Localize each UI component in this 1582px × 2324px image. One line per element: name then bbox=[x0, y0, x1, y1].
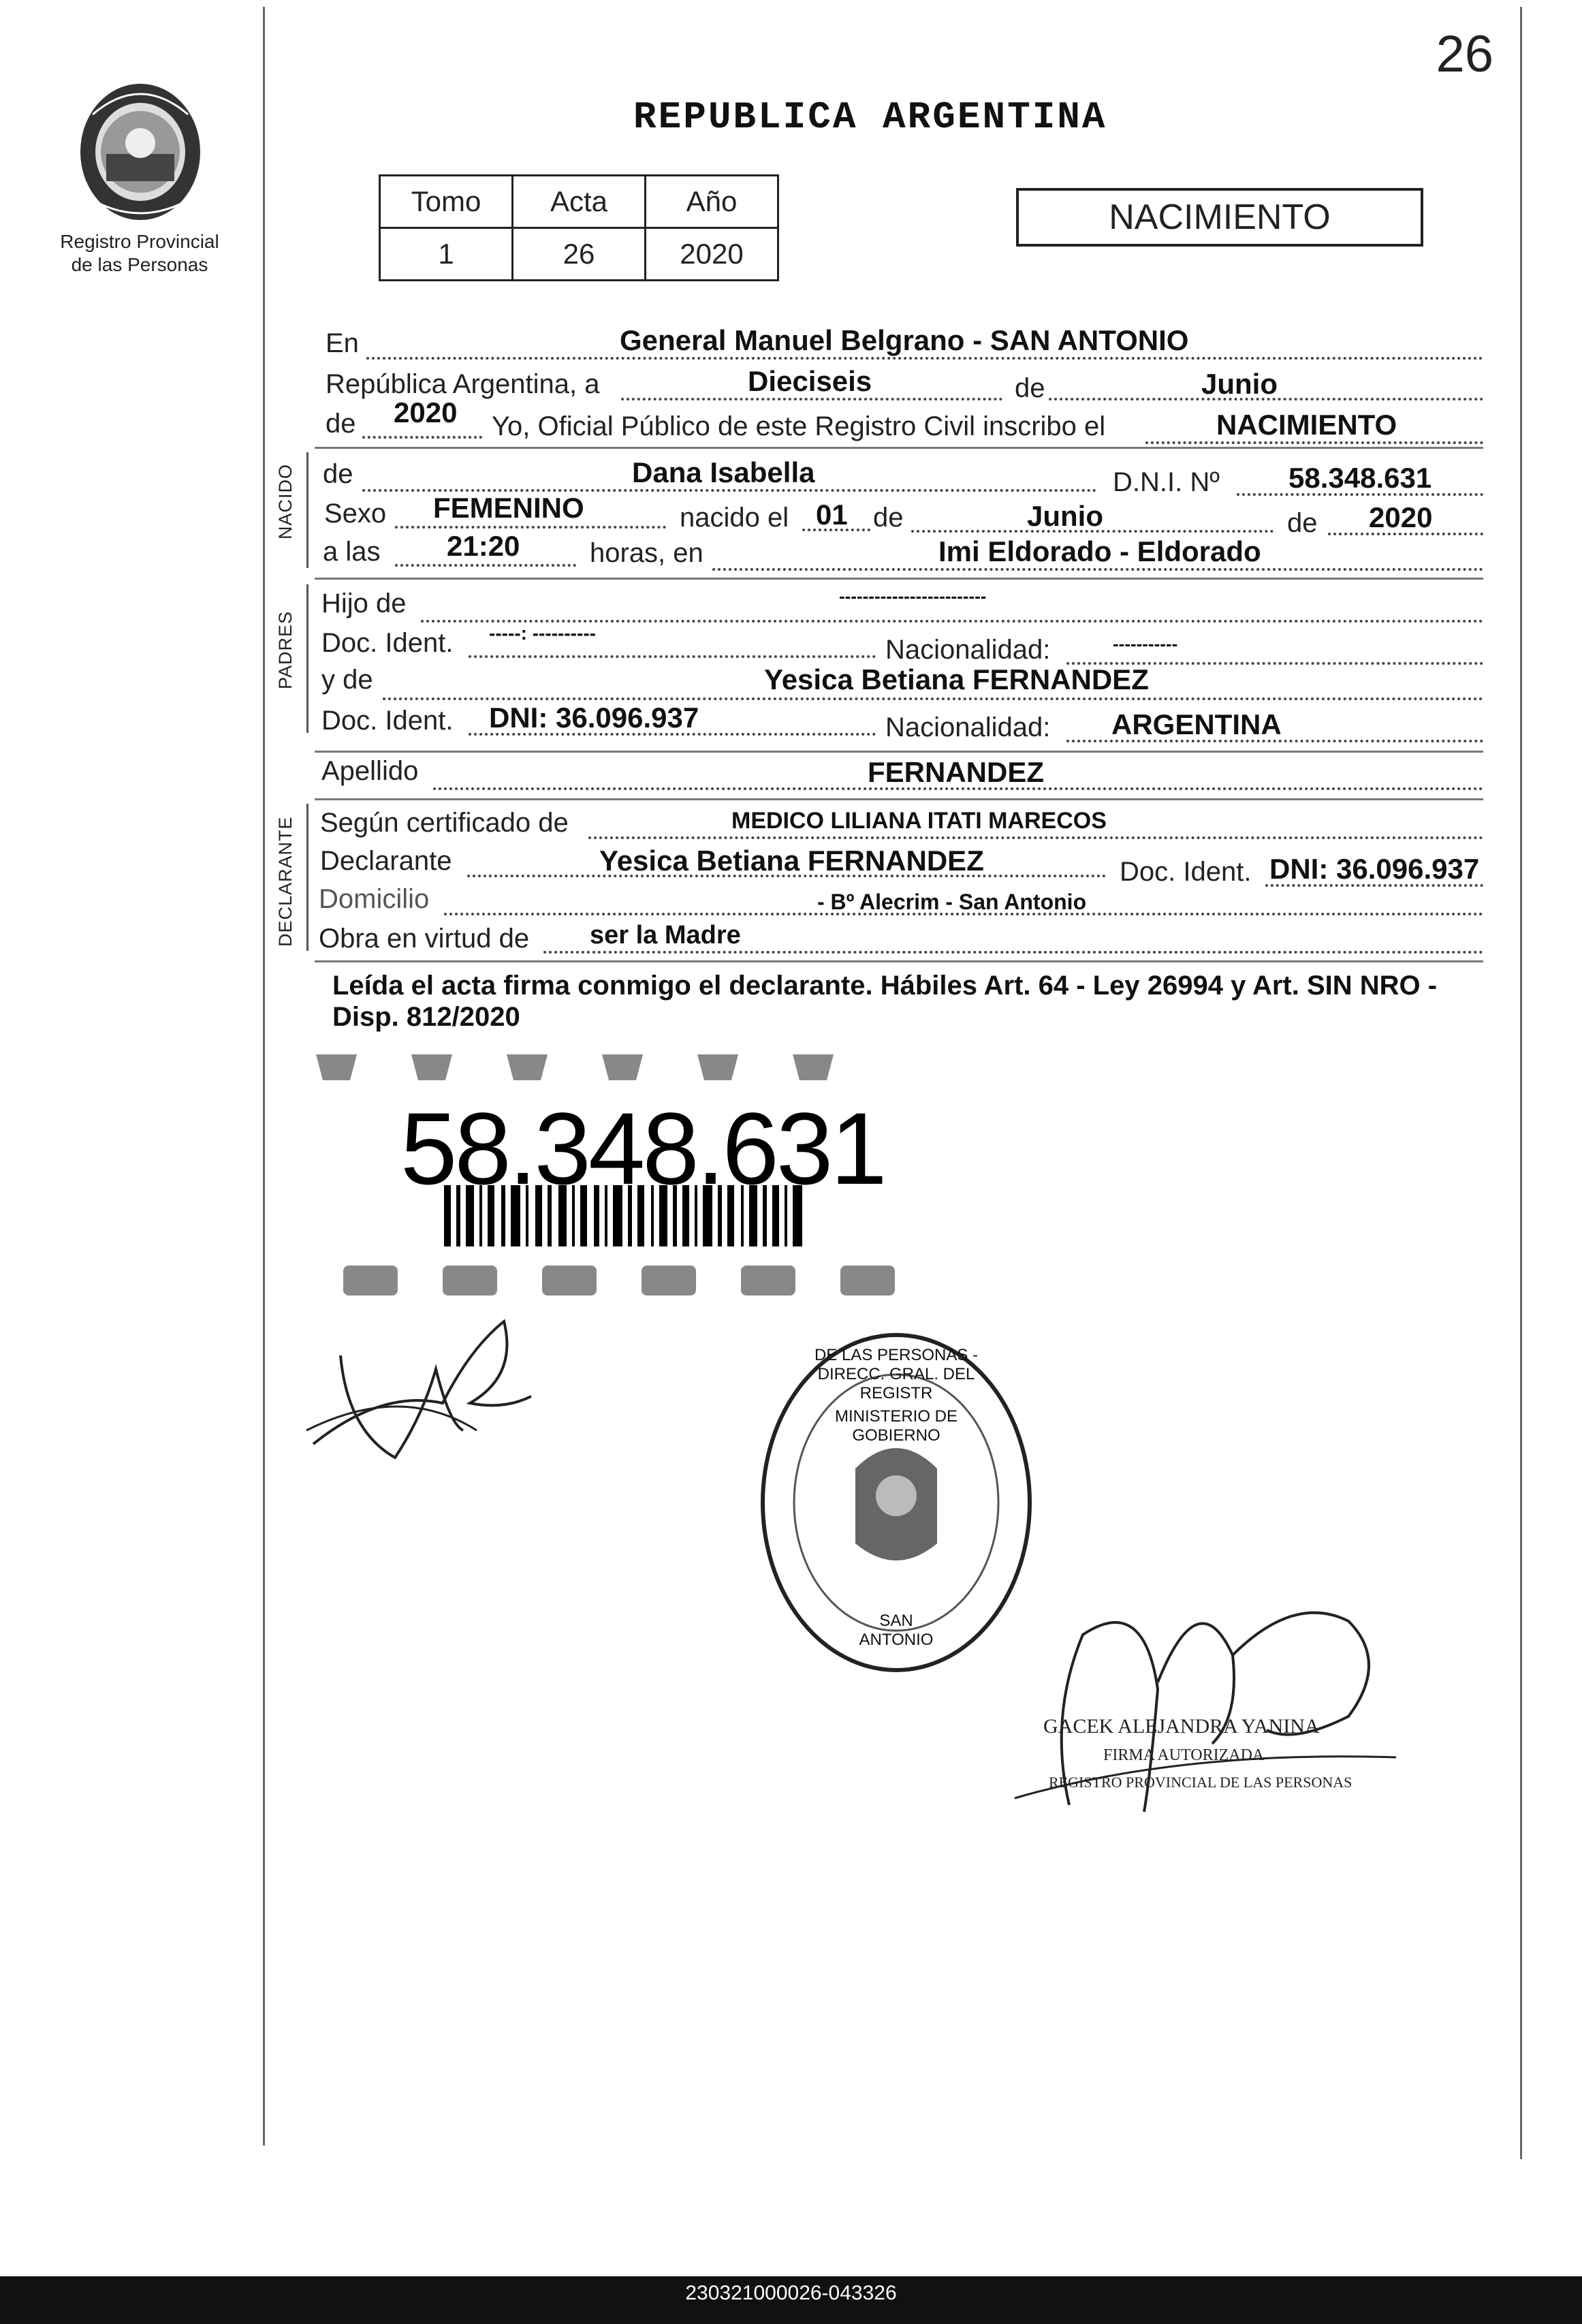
sexo-label: Sexo bbox=[324, 499, 387, 529]
certificado-value: MEDICO LILIANA ITATI MARECOS bbox=[731, 808, 1107, 834]
page-title: REPUBLICA ARGENTINA bbox=[633, 95, 1107, 139]
apellido-value: FERNANDEZ bbox=[868, 756, 1044, 788]
domicilio-label: Domicilio bbox=[319, 884, 430, 914]
handwritten-signature-icon bbox=[300, 1294, 545, 1485]
obra-value: ser la Madre bbox=[590, 921, 741, 949]
left-margin-line bbox=[263, 7, 265, 2146]
certificado-label: Según certificado de bbox=[320, 808, 569, 838]
time-value: 21:20 bbox=[447, 530, 520, 562]
day-dots bbox=[621, 398, 1002, 401]
yde-label: y de bbox=[321, 665, 373, 695]
docident3-label: Doc. Ident. bbox=[1120, 857, 1252, 887]
docident1-dots bbox=[469, 655, 876, 658]
place-dots bbox=[712, 568, 1483, 571]
domicilio-value: - Bº Alecrim - San Antonio bbox=[817, 890, 1087, 914]
time-dots bbox=[395, 564, 576, 567]
sexo-dots bbox=[395, 526, 666, 529]
name-de-label: de bbox=[323, 459, 353, 489]
apellido-label: Apellido bbox=[321, 756, 419, 786]
en-label: En bbox=[326, 328, 359, 358]
docident2-label: Doc. Ident. bbox=[321, 706, 454, 736]
birth-day-value: 01 bbox=[816, 499, 848, 531]
en-value: General Manuel Belgrano - SAN ANTONIO bbox=[620, 324, 1189, 356]
emblem-caption bbox=[27, 230, 252, 277]
footer-statement: Leída el acta firma conmigo el declarante. Hábiles Art. 64 - Ley 26994 y Art. SIN NRO - Disp. 812/2020 bbox=[332, 971, 1438, 1032]
right-margin-line bbox=[1520, 7, 1522, 2159]
month-value: Junio bbox=[1201, 368, 1278, 400]
alas-label: a las bbox=[323, 537, 381, 567]
docident2-value: DNI: 36.096.937 bbox=[489, 702, 699, 734]
birth-year-value: 2020 bbox=[1369, 501, 1433, 533]
emblem-caption-line2: de las Personas bbox=[71, 254, 208, 275]
hijo-value: ------------------------- bbox=[839, 586, 987, 606]
official-stamp bbox=[753, 1325, 1039, 1680]
stamp-outer-text: DE LAS PERSONAS - DIRECC. GRAL. DEL REGISTR bbox=[814, 1346, 979, 1402]
registry-header-anio: Año bbox=[646, 176, 778, 228]
padres-separator bbox=[315, 751, 1483, 753]
place-value: Imi Eldorado - Eldorado bbox=[938, 535, 1261, 567]
birth-month-de-label: de bbox=[873, 503, 904, 533]
certificado-dots bbox=[588, 836, 1483, 839]
nac1-label: Nacionalidad: bbox=[885, 635, 1051, 665]
nacido-el-label: nacido el bbox=[680, 503, 789, 533]
declarante-section-label: DECLARANTE bbox=[275, 816, 296, 947]
docident1-label: Doc. Ident. bbox=[321, 628, 454, 658]
nacido-separator bbox=[315, 578, 1483, 580]
inscribo-dots bbox=[1145, 441, 1483, 444]
sticker-top-pattern-icon bbox=[309, 1048, 902, 1088]
stamp-bottom-text: SAN ANTONIO bbox=[859, 1612, 934, 1649]
document-code: 230321000026-043326 bbox=[685, 2282, 897, 2304]
padres-section-bar bbox=[306, 584, 309, 733]
registry-table bbox=[379, 174, 779, 281]
authorized-signature-icon bbox=[1008, 1580, 1417, 1839]
child-name-value: Dana Isabella bbox=[632, 456, 815, 488]
signature-role: FIRMA AUTORIZADA bbox=[1103, 1746, 1265, 1764]
declarante-value: Yesica Betiana FERNANDEZ bbox=[599, 845, 984, 877]
page-number: 26 bbox=[1436, 25, 1493, 83]
birth-month-value: Junio bbox=[1027, 500, 1103, 532]
declarante-label: Declarante bbox=[320, 846, 452, 876]
sexo-value: FEMENINO bbox=[433, 492, 584, 524]
obra-dots bbox=[543, 951, 1483, 954]
nacido-section-bar bbox=[306, 452, 309, 568]
apellido-separator bbox=[315, 798, 1483, 800]
signature-registry: REGISTRO PROVINCIAL DE LAS PERSONAS bbox=[1049, 1774, 1352, 1791]
header-separator bbox=[315, 447, 1483, 449]
yo-label: Yo, Oficial Público de este Registro Civil inscribo el bbox=[492, 411, 1106, 441]
horas-label: horas, en bbox=[590, 538, 703, 568]
registry-value-tomo: 1 bbox=[380, 228, 513, 281]
day-value: Dieciseis bbox=[748, 365, 872, 397]
republica-label: República Argentina, a bbox=[326, 369, 600, 399]
province-emblem-icon bbox=[72, 74, 208, 223]
registry-value-anio: 2020 bbox=[646, 228, 778, 281]
docident3-value: DNI: 36.096.937 bbox=[1269, 853, 1480, 885]
inscribo-value: NACIMIENTO bbox=[1216, 409, 1397, 441]
registry-header-acta: Acta bbox=[513, 176, 646, 228]
hijo-label: Hijo de bbox=[321, 588, 407, 618]
registry-header-tomo: Tomo bbox=[380, 176, 513, 228]
dni-value: 58.348.631 bbox=[1288, 462, 1432, 494]
sticker-dni-number: 58.348.631 bbox=[400, 1091, 885, 1206]
month-de-label: de bbox=[1015, 373, 1045, 403]
registry-value-acta: 26 bbox=[513, 228, 646, 281]
nacido-section-label: NACIDO bbox=[275, 463, 296, 539]
act-type-box: NACIMIENTO bbox=[1016, 188, 1423, 247]
mother-dots bbox=[383, 697, 1483, 700]
nac2-value: ARGENTINA bbox=[1111, 708, 1282, 740]
declarante-separator bbox=[315, 960, 1483, 962]
padres-section-label: PADRES bbox=[275, 610, 296, 689]
obra-label: Obra en virtud de bbox=[319, 924, 530, 954]
declarante-section-bar bbox=[306, 804, 309, 951]
stamp-inner-text: MINISTERIO DE GOBIERNO bbox=[834, 1407, 958, 1445]
docident1-value: -----: ---------- bbox=[489, 623, 596, 644]
nac2-label: Nacionalidad: bbox=[885, 712, 1051, 742]
emblem-caption-line1: Registro Provincial bbox=[60, 231, 219, 252]
en-dots bbox=[366, 357, 1483, 360]
birth-year-de-label: de bbox=[1287, 508, 1318, 538]
signature-name: GACEK ALEJANDRA YANINA bbox=[1043, 1715, 1320, 1738]
nac1-value: ----------- bbox=[1113, 633, 1178, 654]
mother-value: Yesica Betiana FERNANDEZ bbox=[764, 663, 1149, 695]
year-dots bbox=[362, 436, 482, 439]
dni-label: D.N.I. Nº bbox=[1113, 467, 1220, 497]
year-de-label: de bbox=[326, 409, 356, 439]
year-value: 2020 bbox=[394, 396, 458, 428]
